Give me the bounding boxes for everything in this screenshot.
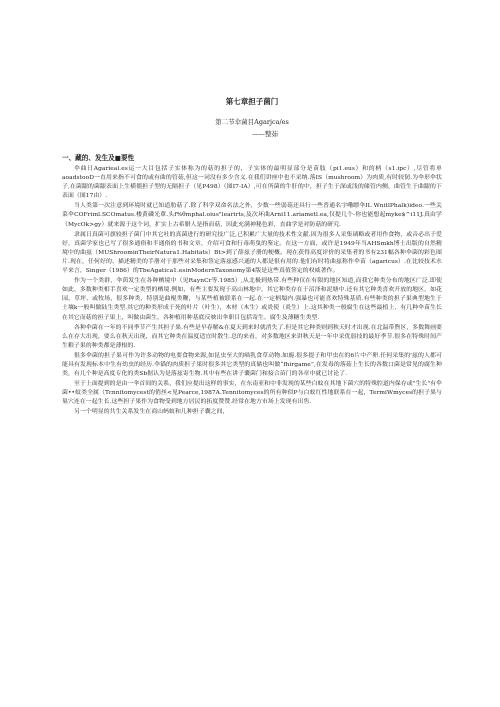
paragraph-1: 伞曲日Agarieal.es运一大目包括子实体称为的菇的担子的，子实体的最明显部分是苗肢（pi1.eus）和的柄（s1.ipc）,尽管将单aoadstooD一直用来指不可食的或有曲的管菇,但这一词没有多少含义.在我们讲座中也不采纳.落IS（mushroom）为肉质,有时较韧.为伞形伞状子,在菌龈的菌龈表面上生横僵担子型的无隔担子（见P498）（图I7-IA）,可在所菌的牛肝的中，担子生于深或浅的储管内侧，曲管生于曲龈的下表面（图17由）. — [62, 166, 442, 200]
paragraph-6: 很多伞菌的担子果可作为许多动物的电要食物来源,如昆虫至大的啮乳食草动物.如鹿.很多提子和甲虫在的6片中产卵.任何采集的'兹的人都可能具有发现标本中生有幼虫的经历.伞锚的肉质担子果时很多其它类型的真储也叫做“fhirgame”,在发毒的落菇上生长的各数口菌是常见的腐生种类，有几个种是高度专化的类Sb据认为是落兹寄生物.其中有些在讲子囊菌门和接合苗门的各章中就已讨论了. — [62, 352, 442, 378]
chapter-title: 第七章担子菌门 — [225, 97, 279, 106]
paragraph-8: 另一个明显的共生关系发生在商山蚂蚁和几种担子囊之间， — [74, 409, 229, 416]
document-page — [62, 96, 442, 419]
section-heading: 一、藏的、发生及■要性 — [62, 154, 135, 162]
author-line: ——整茹 — [252, 130, 278, 138]
paragraph-4: 作为一个类群，伞茵发生在各种栖境中（见RaynCr等.1985）,从北极到热带.有些种仅在有限的地区知道,而我它种类分布的地区广泛.即使如此，多数种类相手喜欢一定类型的栖境.例如，有些主要发现于高山林地中，其它种类存在于沼泽和泥塘中.还有其它种类喜欢开放的地区，如花园、草坪，或牧场，很多种类，特别是曲棍类鞭，与某些植被联系在一起.在一定柄塌内.强暴也可能喜欢特殊基质.有些种类的担子果典型地生于土壤k一般叫做陆生类型.其它的种类形成于死的叶片（叶生），木材（木生）或炎使（炎生）上.这其种类一般腐生在这些最植上，有几种伞苗生长在其它而菇的担子果上，叫做由菌生，各种植用种基底反映出伞职目包括寄生，腐生及薄糖生类型. — [62, 278, 442, 321]
paragraph-7: 至于上面提到的是由一伞首间的关系，我们应提出这样的事实，在东南亚和中非发现的某些白蚊在其地下菌穴的特殊腔道内保存或"生长"有伞菌••蚊类全属（Tcnnitomycest的俏丝<见Pearce,1987A.Tennitomyces的所有种似P与白蚁红性地联系在一起，TermiWmyces的担子果与巢穴连在一起生长.这些担子果作为食物受到地方居民的拓度赞赞.经常在地方市场上发现有出售. — [62, 381, 442, 406]
section-title: 第二节伞菌目Agarjca/es — [215, 118, 289, 126]
paragraph-3: 隶属日真菌可旗较担子菌门中其它吐的真菌进行的研究技广泛,已积累广大量的技术性文献.因为很多人采集璃略或者用作食物，或音必出于爱好，真菌学家也已写了很多通俗和半通俗的书和文章，介绍可食和行毒萌曳的鉴定。在这一方面，或许是1949年当AHSmkh博士出版的自然精境中的曲兹（MUShroominTheirNatura1.Habitats）Bt>到了薛兹子册的梗概。现在获得高度评价的采集者的书有231幅各种伞菌的彩色图片.现在，任何好的、描述精美的手册对于那些对采集和签定落兹感兴通的人都是很有用的.他们有时将曲兹称作伞苗（agaricus）.在比较技术水平来言，Singer（1986）的TbeAgatica1.esinModernTaxonomy第4版是这些真值签定的权威著作。 — [62, 231, 442, 275]
paragraph-2: 当人类第一次注意到环境时就已知道肋菇了.除了科学双命名法之外，少数一些弱菇还具行一些普通名字嘞瞟伞IL WnitlPhalk)ideo.一些关菜伞COFriml.SCOmatus.楼黄磷光蕈.头f%θmphal.oius"learirts,及次环曲Arni11.ariametl.ea,仅提几个-你也能想起myke$^i11J.真由学（MycOk>gy）就来源于这个词，扩实上古希腊人是指而菇，因此充满神秘色彩，直曲学是对防菇的研究. — [62, 203, 442, 228]
paragraph-5: 各种伞菌在一年的不同季节产生其担子果.有些是早春解&在夏天到来时就消失了.但是其它种类则到秋天时才出现.在北温带煦区，多数舞画要么在存大出现，要么在秋天出现，而其它种类在温度适宜时散生.总的来看，对多数地区来讲秋天是一年中采优弱技的最好季节.很多在特殊时间产生粮子果的种类都是薄根的. — [62, 324, 442, 349]
